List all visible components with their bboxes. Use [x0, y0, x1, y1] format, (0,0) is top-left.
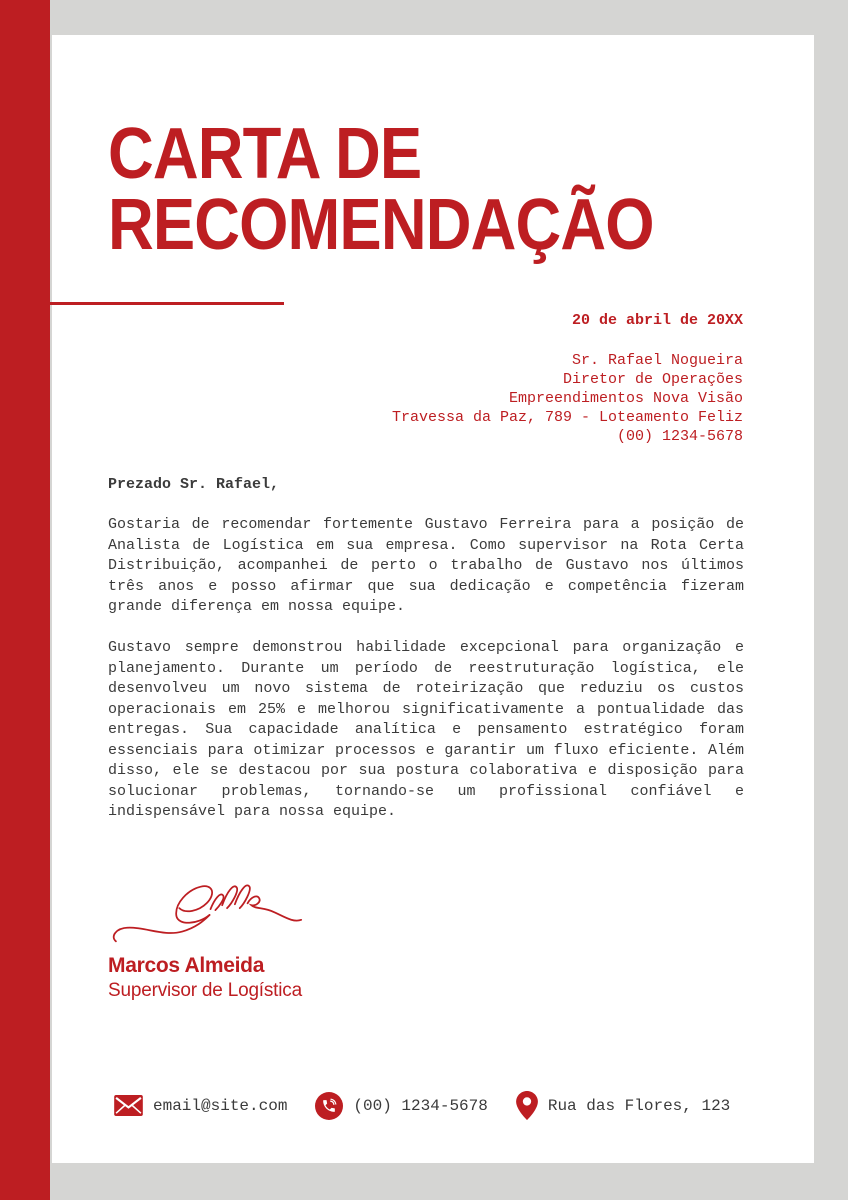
page-title-line1: CARTA DE [108, 114, 422, 194]
letter-page [52, 35, 814, 1163]
contact-address [516, 1091, 730, 1120]
contact-address-text: Rua das Flores, 123 [547, 1096, 731, 1115]
phone-circle-icon [315, 1092, 343, 1120]
page-title [108, 114, 654, 265]
title-underline-rule [50, 302, 284, 305]
left-accent-stripe [0, 0, 50, 1200]
recipient-block [108, 351, 743, 446]
body-paragraph-1: Gostaria de recomendar fortemente Gustavo Ferreira para a posição de Analista de Logística em sua empresa. Como supervisor na Rota Certa Distribuição, acompanhei de perto o trabalho de Gustavo nos últimos três anos e posso afirmar que sua dedicação e competência fizeram grande diferença em nossa equipe. [108, 516, 744, 615]
contact-phone-text: (00) 1234-5678 [353, 1096, 488, 1115]
salutation: Prezado Sr. Rafael, [108, 476, 280, 493]
sender-name: Marcos Almeida [108, 954, 265, 977]
recipient-role: Diretor de Operações [562, 371, 743, 388]
location-pin-icon [516, 1091, 538, 1120]
contact-footer [114, 1091, 774, 1120]
handwritten-signature [108, 875, 313, 958]
contact-email [114, 1095, 287, 1116]
recipient-phone: (00) 1234-5678 [616, 428, 743, 445]
sender-role: Supervisor de Logística [108, 980, 302, 1001]
recipient-company: Empreendimentos Nova Visão [508, 390, 743, 407]
envelope-icon [114, 1095, 143, 1116]
contact-email-text: email@site.com [153, 1096, 288, 1115]
recipient-address: Travessa da Paz, 789 - Loteamento Feliz [391, 409, 743, 426]
signature-flourish-icon [108, 875, 313, 953]
page-title-line2: RECOMENDAÇÃO [108, 185, 654, 265]
body-paragraph-2: Gustavo sempre demonstrou habilidade excepcional para organização e planejamento. Durante um período de reestruturação logística, ele desenvolveu um novo sistema de roteirização que reduziu os custos operacionais em 25% e melhorou significativamente a pontualidade das entregas. Sua capacidade analítica e pensamento estratégico foram essenciais para otimizar processos e garantir um fluxo eficiente. Além disso, ele se destacou por sua postura colaborativa e disposição para solucionar problemas, tornando-se um profissional confiável e indispensável para nossa equipe. [108, 639, 744, 820]
recipient-name: Sr. Rafael Nogueira [571, 352, 743, 369]
contact-phone [315, 1092, 487, 1120]
letter-date: 20 de abril de 20XX [571, 312, 743, 329]
